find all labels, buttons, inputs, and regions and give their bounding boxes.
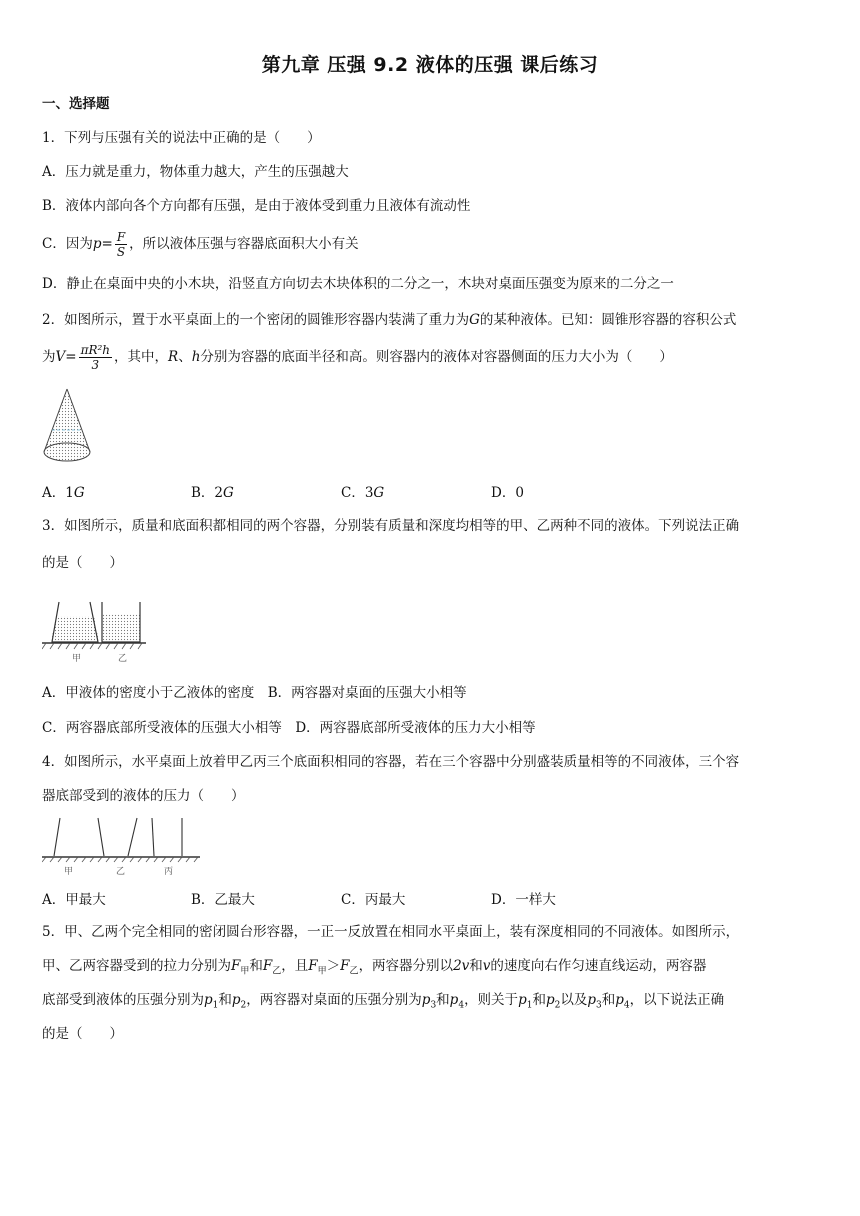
q4-label-bing: 丙 (164, 867, 174, 877)
q5-p4: p (449, 992, 459, 1008)
q2-text-e: 分别为容器的底面半径和高。则容器内的液体对容器侧面的压力大小为（ ） (200, 349, 673, 365)
q5-p4-sub: 4 (458, 1000, 465, 1011)
q2-stem-line1 (42, 310, 736, 330)
q2-numerator: πR²h (80, 343, 111, 357)
q5-he4: 和 (532, 992, 546, 1008)
q2-var-r: R (168, 349, 179, 365)
q2-option-b (191, 481, 234, 501)
q5-p2-sub: 2 (240, 1000, 247, 1011)
q1-option-c (42, 228, 359, 260)
q5-p2b: p (545, 992, 555, 1008)
q3-stem-line2: 的是（ ） (42, 555, 123, 571)
q5-text-f: 底部受到液体的压强分别为 (42, 992, 204, 1008)
q5-p1: p (204, 992, 213, 1008)
q3-label-jia: 甲 (72, 654, 82, 664)
q2-a-g: G (73, 485, 85, 501)
q5-p4b-sub: 4 (623, 1000, 630, 1011)
q1-option-a: A．压力就是重力，物体重力越大，产生的压强越大 (42, 164, 349, 180)
q2-volume-fraction (79, 343, 112, 372)
q5-text-b: ，且 (281, 958, 309, 974)
page-title: 第九章 压强 9.2 液体的压强 课后练习 (261, 54, 599, 76)
q2-sep: 、 (178, 349, 192, 365)
q2-c-g: G (373, 485, 385, 501)
q1-c-suffix: ，所以液体压强与容器底面积大小有关 (129, 236, 359, 252)
q2-text-a: 2．如图所示，置于水平桌面上的一个密闭的圆锥形容器内装满了重力为 (42, 312, 470, 328)
q5-text-j: ，以下说法正确 (629, 992, 725, 1008)
q5-he2: 和 (218, 992, 232, 1008)
q1-c-eq: = (101, 236, 113, 252)
q2-c-label: C．3 (341, 485, 374, 501)
q5-text-d: 和 (469, 958, 483, 974)
q1-c-prefix: C．因为 (42, 236, 93, 252)
q5-text-g: ，两容器对桌面的压强分别为 (246, 992, 422, 1008)
q1-c-fraction (115, 230, 127, 259)
q2-var-v: V (55, 349, 66, 365)
q4-label-yi: 乙 (116, 867, 126, 877)
q2-stem-line2 (42, 340, 673, 374)
q2-option-a (42, 481, 85, 501)
q5-stem-line4: 的是（ ） (42, 1026, 123, 1042)
q2-b-label: B．2 (191, 485, 224, 501)
q1-stem: 1．下列与压强有关的说法中正确的是（ ） (42, 130, 321, 146)
q5-f3-sub: 甲 (317, 966, 327, 977)
q5-p1b: p (518, 992, 527, 1008)
q1-option-d: D．静止在桌面中央的小木块，沿竖直方向切去木块体积的二分之一，木块对桌面压强变为原来的二分之一 (42, 276, 674, 292)
q2-denominator: 3 (91, 358, 100, 372)
q1-c-numerator: F (116, 230, 126, 244)
q1-c-p: p (92, 236, 102, 252)
q3-stem-line1: 3．如图所示，质量和底面积都相同的两个容器，分别装有质量和深度均相等的甲、乙两种不同的液体。下列说法正确 (42, 518, 740, 534)
q2-b-g: G (223, 485, 234, 501)
q5-p1-sub: 1 (212, 1000, 219, 1011)
q5-he3: 和 (436, 992, 450, 1008)
q3-containers-figure (42, 596, 148, 666)
q3-options-ab: A．甲液体的密度小于乙液体的密度 B．两容器对桌面的压强大小相等 (42, 685, 467, 701)
q2-text-c: 为 (42, 349, 56, 365)
q5-p3: p (421, 992, 431, 1008)
q2-var-g: G (469, 312, 480, 328)
q1-option-b: B．液体内部向各个方向都有压强，是由于液体受到重力且液体有流动性 (42, 198, 471, 214)
q1-c-denominator: S (116, 245, 126, 259)
q5-f2: F (262, 958, 273, 974)
q2-cone-figure (40, 386, 94, 468)
q5-v2: 2v (453, 958, 470, 974)
q2-eq: = (65, 349, 77, 365)
q2-option-d: D．0 (491, 485, 524, 501)
q5-stem-line2 (42, 956, 706, 982)
q5-he5: 和 (601, 992, 616, 1008)
q5-f4: F (340, 958, 350, 974)
q2-a-label: A．1 (42, 485, 74, 501)
q2-var-h: h (191, 349, 201, 365)
q5-f1: F (231, 958, 241, 974)
q4-option-a: A．甲最大 (42, 892, 106, 908)
q5-text-a: 甲、乙两容器受到的拉力分别为 (42, 958, 231, 974)
q5-p4b: p (615, 992, 624, 1008)
q5-p2b-sub: 2 (554, 1000, 561, 1011)
q3-label-yi: 乙 (118, 654, 128, 664)
q4-stem-line2: 器底部受到的液体的压力（ ） (42, 788, 245, 804)
q5-gt: ＞ (326, 958, 341, 974)
q2-option-c (341, 481, 384, 501)
q5-p3b-sub: 3 (596, 1000, 602, 1011)
q4-containers-figure (42, 816, 202, 878)
q5-text-h: ，则关于 (464, 992, 519, 1008)
q4-option-c: C．丙最大 (341, 892, 406, 908)
q5-he: 和 (249, 958, 263, 974)
q2-text-d: ，其中， (114, 349, 169, 365)
q5-text-i: 以及 (560, 992, 588, 1008)
q5-f2-sub: 乙 (272, 966, 282, 977)
q4-option-b: B．乙最大 (191, 892, 255, 908)
q4-label-jia: 甲 (64, 867, 74, 877)
q5-stem-line1: 5．甲、乙两个完全相同的密闭圆台形容器，一正一反放置在相同水平桌面上，装有深度相同的不同液体。如图所示， (42, 924, 740, 940)
q5-stem-line3 (42, 990, 724, 1016)
q2-text-b: 的某种液体。已知：圆锥形容器的容积公式 (479, 312, 737, 328)
q5-p1b-sub: 1 (526, 1000, 533, 1011)
q5-p3b: p (587, 992, 596, 1008)
section-heading: 一、选择题 (42, 96, 110, 112)
q5-text-e: 的速度向右作匀速直线运动，两容器 (490, 958, 707, 974)
q4-stem-line1: 4．如图所示，水平桌面上放着甲乙丙三个底面积相同的容器，若在三个容器中分别盛装质量相等的不同液体，三个容 (42, 754, 740, 770)
q5-p3-sub: 3 (430, 1000, 437, 1011)
q3-options-cd: C．两容器底部所受液体的压强大小相等 D．两容器底部所受液体的压力大小相等 (42, 720, 536, 736)
q5-text-c: ，两容器分别以 (358, 958, 454, 974)
q5-f3: F (308, 958, 318, 974)
q5-f4-sub: 乙 (349, 966, 359, 977)
q5-v: v (482, 958, 491, 974)
q5-f1-sub: 甲 (240, 966, 250, 977)
q4-option-d: D．一样大 (491, 892, 556, 908)
q5-p2: p (231, 992, 241, 1008)
